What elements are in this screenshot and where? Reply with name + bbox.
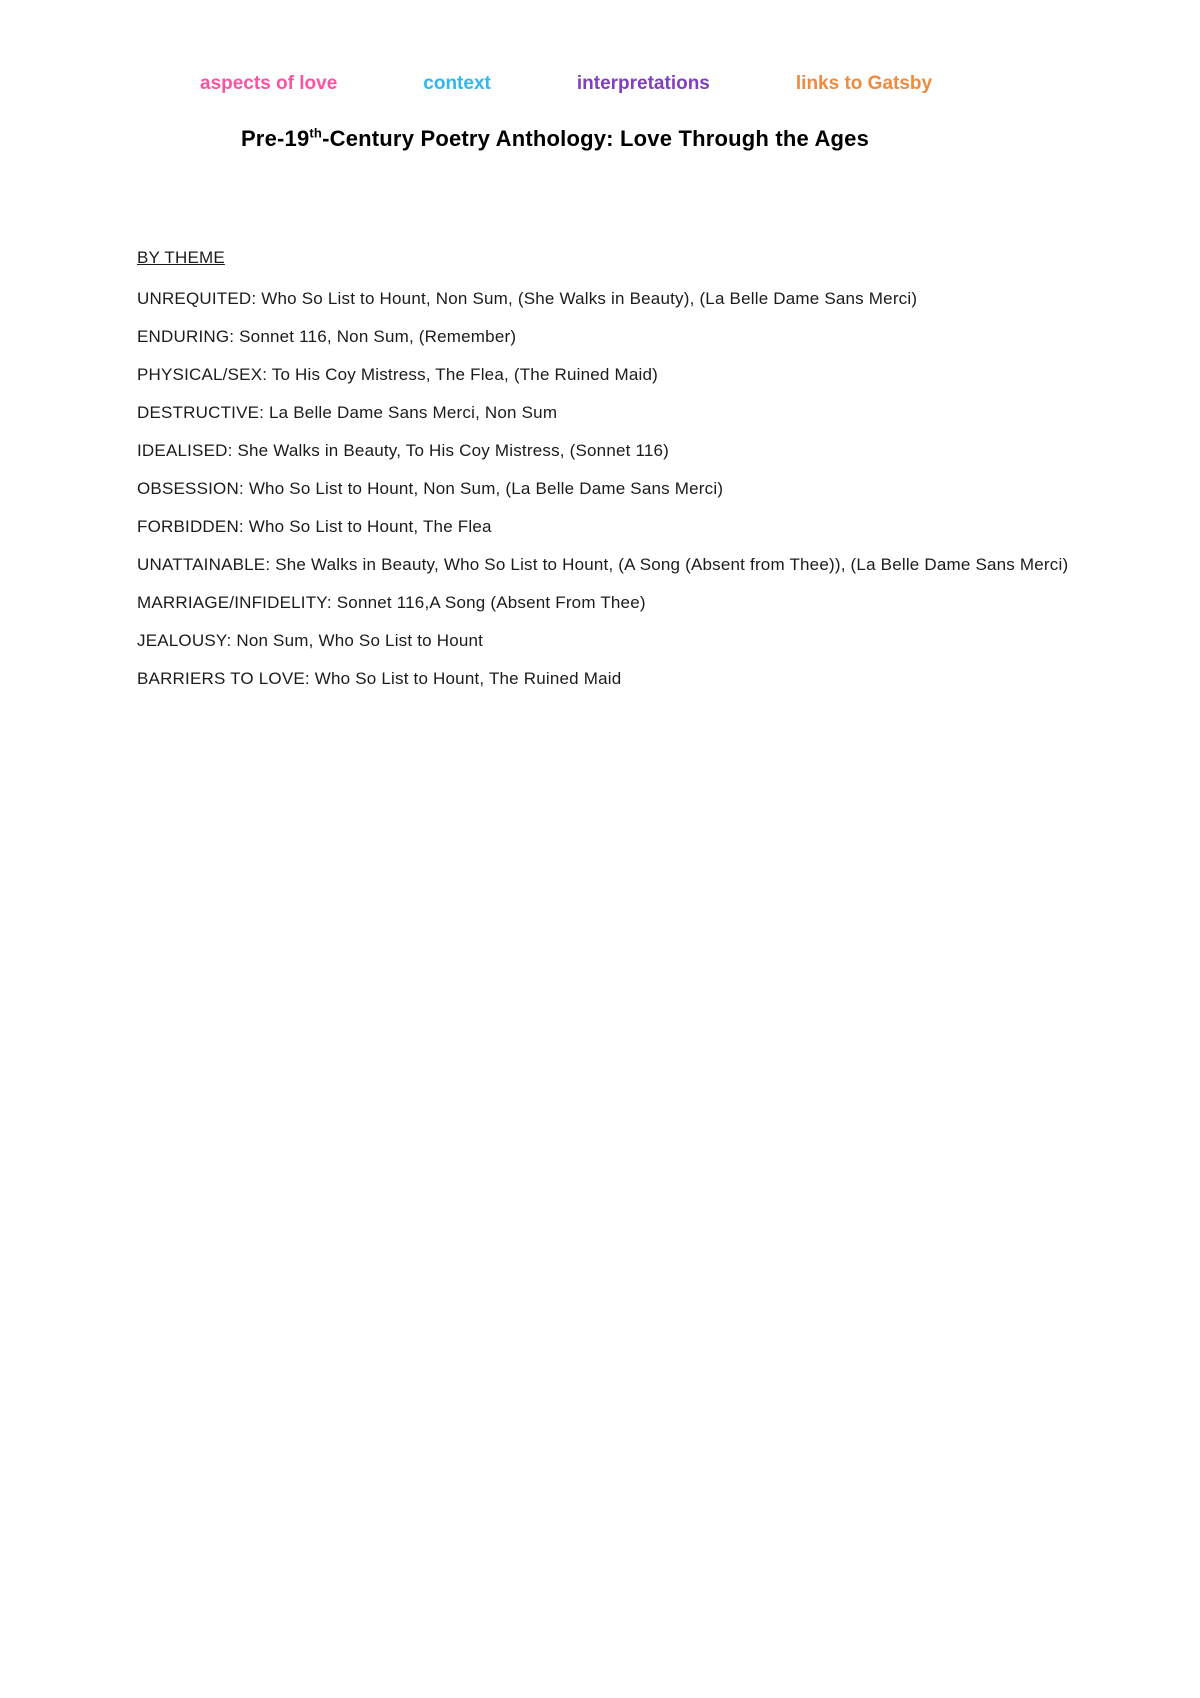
theme-label: ENDURING (137, 327, 230, 346)
theme-separator: : (304, 669, 315, 688)
theme-row-jealousy (137, 630, 1075, 652)
theme-poems: Who So List to Hount, Non Sum, (La Belle Dame Sans Merci) (248, 479, 724, 498)
theme-separator: : (326, 593, 337, 612)
theme-poems: She Walks in Beauty, Who So List to Hount, (A Song (Absent from Thee)), (La Belle Dame Sans Merci) (275, 555, 1069, 574)
theme-separator: : (262, 365, 272, 384)
page-title (0, 126, 1110, 152)
theme-row-physical-sex (137, 364, 1075, 386)
theme-separator: : (227, 441, 238, 460)
theme-row-enduring (137, 326, 1075, 348)
theme-row-unrequited (137, 288, 1075, 310)
theme-poems: To His Coy Mistress, The Flea, (The Ruined Maid) (271, 365, 659, 384)
document-body (137, 247, 1075, 706)
theme-poems: Who So List to Hount, The Flea (248, 517, 492, 536)
theme-poems: She Walks in Beauty, To His Coy Mistress, (Sonnet 116) (237, 441, 670, 460)
theme-row-marriage-infidelity (137, 592, 1075, 614)
theme-separator: : (229, 327, 240, 346)
page-title-prefix: Pre-19 (240, 126, 310, 151)
theme-label: UNREQUITED (137, 289, 252, 308)
theme-row-forbidden (137, 516, 1075, 538)
theme-row-idealised (137, 440, 1075, 462)
legend-item-aspects-of-love: aspects of love (200, 73, 338, 94)
theme-label: FORBIDDEN (137, 517, 239, 536)
theme-poems: Sonnet 116, Non Sum, (Remember) (239, 327, 517, 346)
theme-label: OBSESSION (137, 479, 239, 498)
page-title-superscript: th (309, 125, 323, 141)
theme-row-obsession (137, 478, 1075, 500)
theme-label: MARRIAGE/INFIDELITY (137, 593, 327, 612)
page-title-suffix: -Century Poetry Anthology: Love Through the Ages (322, 126, 870, 151)
theme-separator: : (226, 631, 237, 650)
theme-poems: Who So List to Hount, The Ruined Maid (314, 669, 622, 688)
theme-row-unattainable (137, 554, 1075, 576)
theme-poems: Sonnet 116,A Song (Absent From Thee) (336, 593, 646, 612)
theme-separator: : (251, 289, 262, 308)
theme-row-destructive (137, 402, 1075, 424)
theme-label: BARRIERS TO LOVE (137, 669, 305, 688)
theme-poems: Who So List to Hount, Non Sum, (She Walks in Beauty), (La Belle Dame Sans Merci) (261, 289, 918, 308)
theme-separator: : (259, 403, 270, 422)
legend-item-context: context (423, 73, 491, 94)
theme-label: PHYSICAL/SEX (137, 365, 263, 384)
theme-poems: Non Sum, Who So List to Hount (236, 631, 484, 650)
legend-item-links-to-gatsby: links to Gatsby (795, 73, 933, 94)
theme-label: UNATTAINABLE (137, 555, 266, 574)
theme-label: DESTRUCTIVE (137, 403, 260, 422)
theme-separator: : (238, 517, 249, 536)
theme-separator: : (238, 479, 249, 498)
theme-separator: : (265, 555, 276, 574)
color-key-legend (200, 73, 932, 95)
theme-label: JEALOUSY (137, 631, 227, 650)
theme-label: IDEALISED (137, 441, 228, 460)
section-heading-by-theme: BY THEME (137, 248, 225, 267)
legend-item-interpretations: interpretations (576, 73, 710, 94)
theme-poems: La Belle Dame Sans Merci, Non Sum (269, 403, 558, 422)
theme-row-barriers-to-love (137, 668, 1075, 690)
